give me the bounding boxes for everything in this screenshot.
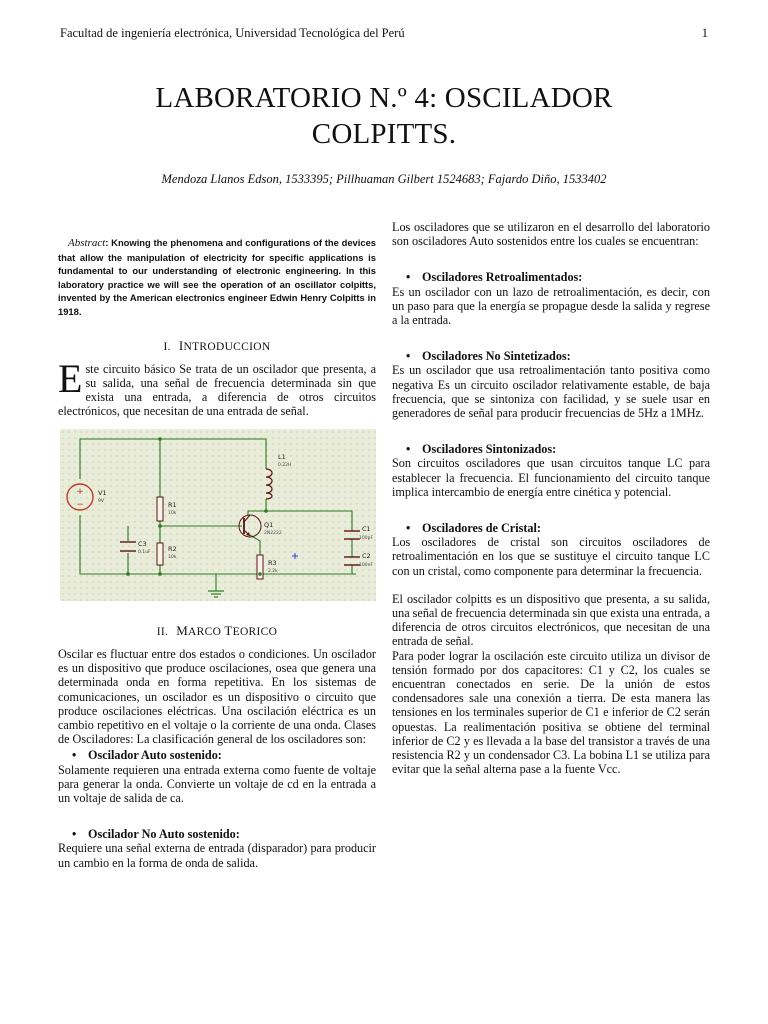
intro-text: ste circuito básico Se trata de un oscilador que presenta, a su salida, una señal de frecuencia determinada sin que exista una entrada, a diferencia de otros circuitos electrónicos, que necesitan de una entrada de señal.: [58, 361, 376, 419]
label-c1-val: 100pF: [359, 535, 374, 541]
title-line-1: LABORATORIO N.º 4: OSCILADOR: [155, 82, 613, 114]
section-initial: M: [176, 622, 189, 638]
marco-teorico-paragraph: Oscilar es fluctuar entre dos estados o condiciones. Un oscilador es un dispositivo que produce oscilaciones, osea que genera una determinada onda en forma repetitiva. En los sistemas de comunicaciones, un oscilador es un dispositivo o circuito que produce oscilaciones eléctricas. Una oscilación eléctrica es un cambio repetitivo en el voltaje o la corriente de una onda. Clases de Osciladores: La clasificación general de los osciladores son:: [58, 646, 376, 747]
bullet-dot: •: [406, 349, 411, 364]
bullet-sintonizados: [392, 442, 710, 456]
section-number: II.: [156, 625, 169, 638]
label-r2-val: 10k: [168, 554, 177, 560]
abstract-text: : Knowing the phenomena and configurations of the devices that allow the manipulation of electricity for specific applications is fundamental to our understanding of electronic engineering. In this laboratory practice we will see the operation of an oscillator colpitts, invented by the American electronics engineer Edwin Henry Colpitts in 1918.: [58, 237, 376, 317]
bullet-cristal: [392, 521, 710, 535]
right-column: [392, 220, 710, 777]
svg-text:−: −: [76, 499, 84, 510]
section-initial: T: [224, 622, 233, 638]
label-r1: R1: [168, 500, 177, 509]
paper-title: [60, 80, 708, 152]
authors: Mendoza Llanos Edson, 1533395; Pillhuaman Gilbert 1524683; Fajardo Diño, 1533402: [161, 172, 607, 186]
bullet-auto-sostenido: [58, 748, 376, 762]
page-header: [60, 26, 708, 41]
cristal-text: Los osciladores de cristal son circuitos osciladores de retroalimentación en los que se sustituye el circuito tanque LC con un cristal, como componente para determinar la frecuencia.: [392, 535, 710, 578]
bullet-retroalimentados: [392, 270, 710, 284]
label-c3-val: 0.1uF: [138, 549, 151, 555]
section-initial: I: [178, 337, 184, 353]
label-r1-val: 10k: [168, 510, 177, 516]
retroalimentados-text: Es un oscilador con un lazo de retroalimentación, es decir, con un paso para que la energía se propague desde la salida y regrese a la entrada.: [392, 284, 710, 328]
label-l1: L1: [278, 452, 286, 461]
sintonizados-text: Son circuitos osciladores que usan circuitos tanque LC para establecer la frecuencia. El funcionamiento del circuito tanque implica intercambio de energía entre cinética y potencial.: [392, 456, 710, 499]
svg-text:+: +: [76, 486, 84, 497]
right-intro: Los osciladores que se utilizaron en el desarrollo del laboratorio son osciladores Auto sostenidos entre los cuales se encuentran:: [392, 220, 710, 249]
label-v1-val: 9V: [98, 498, 104, 504]
label-q1: Q1: [264, 520, 274, 529]
label-r3-val: 2.2k: [268, 568, 278, 574]
label-r2: R2: [168, 544, 177, 553]
abstract-label: Abstract: [68, 237, 106, 249]
bullet-dot: •: [72, 827, 77, 842]
label-c2-val: 100nF: [359, 562, 374, 568]
bullet-no-sintetizados: [392, 349, 710, 363]
bullet-dot: •: [72, 748, 77, 763]
bullet-dot: •: [406, 442, 411, 457]
bullet-no-auto-sostenido: [58, 827, 376, 841]
label-c3: C3: [138, 539, 147, 548]
no-sintetizados-text: Es un oscilador que usa retroalimentación tanto positiva como negativa Es un circuito oscilador relativamente estable, de baja frecuencia, que se sintoniza con facilidad, y se suele usar en generadores de señal para producir frecuencias de 5Hz a 1MHz.: [392, 363, 710, 421]
bullet-title: Oscilador Auto sostenido:: [88, 748, 222, 763]
colpitts-circuit-diagram: [60, 429, 376, 601]
no-auto-sostenido-text: Requiere una señal externa de entrada (disparador) para producir un cambio en la forma de onda de salida.: [58, 841, 376, 870]
intro-paragraph: [58, 355, 376, 419]
left-column: [58, 220, 376, 870]
label-v1: V1: [98, 488, 107, 497]
section-rest: ARCO: [188, 625, 225, 638]
bullet-title: Osciladores de Cristal:: [422, 521, 541, 536]
page-number: 1: [701, 26, 708, 40]
section-number: I.: [163, 340, 171, 353]
title-line-2: COLPITTS.: [311, 118, 457, 150]
label-q1-val: 2N2222: [264, 530, 282, 536]
auto-sostenido-text: Solamente requieren una entrada externa como fuente de voltaje para generar la onda. Convierte un voltaje de cd en la entrada a un voltaje de salida de ca.: [58, 762, 376, 806]
bullet-title: Oscilador No Auto sostenido:: [88, 827, 240, 842]
label-r3: R3: [268, 558, 277, 567]
bullet-title: Osciladores No Sintetizados:: [422, 349, 571, 364]
colpitts-paragraph-1: El oscilador colpitts es un dispositivo que presenta, a su salida, una señal de frecuencia determinada sin que exista una entrada, a diferencia de otros circuitos electrónicos, que necesitan de una entrada de señal.: [392, 591, 710, 649]
bullet-dot: •: [406, 521, 411, 536]
label-l1-val: 0.22H: [278, 462, 292, 468]
bullet-title: Osciladores Retroalimentados:: [422, 270, 583, 285]
bullet-title: Osciladores Sintonizados:: [422, 442, 557, 457]
header-affiliation: Facultad de ingeniería electrónica, Universidad Tecnológica del Perú: [60, 26, 405, 40]
section-heading-marco-teorico: [58, 624, 376, 639]
label-c1: C1: [362, 524, 371, 533]
colpitts-paragraph-2: Para poder lograr la oscilación este circuito utiliza un divisor de tensión formado por dos capacitores: C1 y C2, los cuales se encuentran conectados en serie. De la unión de estos condensadores sale una conexión a tierra. De esta manera las tensiones en los terminales superior de C1 e inferior de C2 serán opuestas. La realimentación positiva se obtiene del terminal inferior de C2 y es llevada a la base del transistor a través de una resistencia R2 y un condensador C3. La bobina L1 se utiliza para evitar que la señal alterna pase a la fuente Vcc.: [392, 648, 710, 777]
bullet-dot: •: [406, 270, 411, 285]
drop-cap: E: [58, 355, 83, 401]
abstract: [58, 236, 376, 319]
section-heading-introduccion: [58, 339, 376, 354]
section-rest: NTRODUCCION: [183, 340, 271, 353]
label-c2: C2: [362, 551, 371, 560]
section-rest: EORICO: [232, 625, 278, 638]
